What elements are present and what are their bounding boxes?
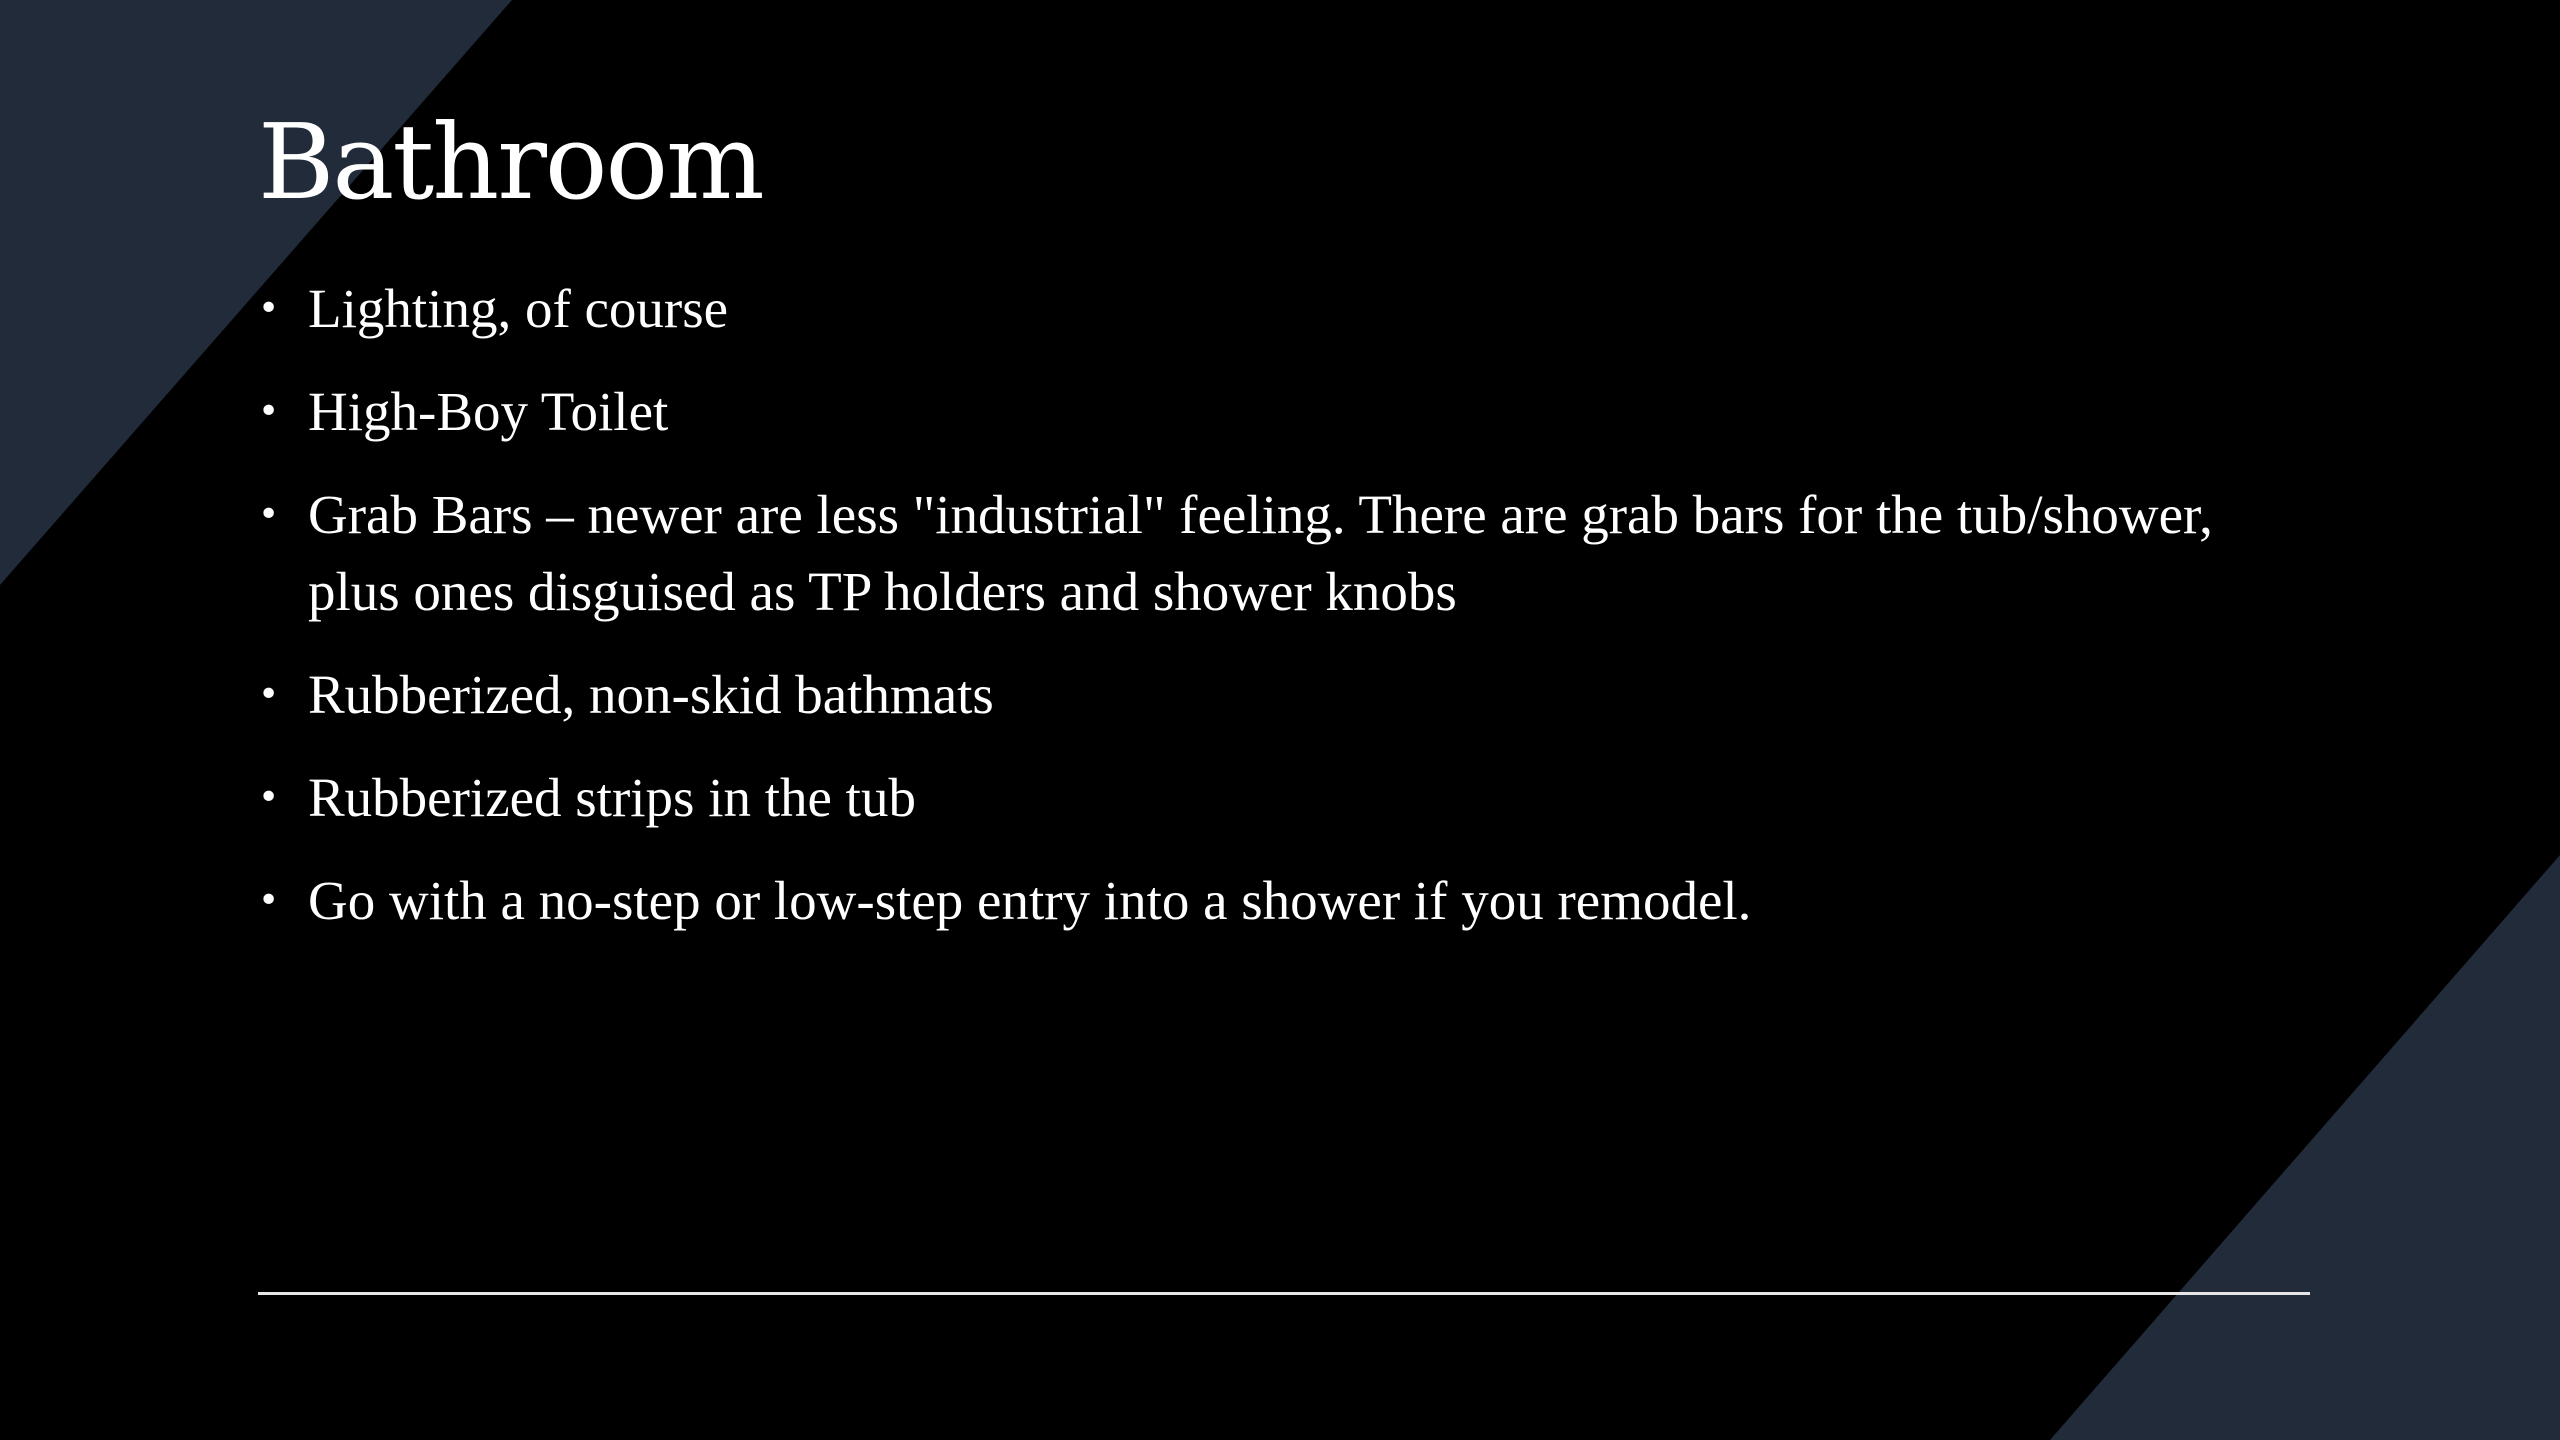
bullet-item bbox=[258, 476, 2318, 630]
bullet-item bbox=[258, 656, 2318, 733]
bullet-text: Rubberized, non-skid bathmats bbox=[308, 664, 994, 725]
bullet-item bbox=[258, 270, 2318, 347]
bullet-list bbox=[258, 270, 2318, 965]
bullet-text: Go with a no-step or low-step entry into a shower if you remodel. bbox=[308, 870, 1752, 931]
bullet-dot-icon: • bbox=[258, 391, 280, 432]
bullet-dot-icon: • bbox=[258, 288, 280, 329]
bullet-text: High-Boy Toilet bbox=[308, 381, 669, 442]
bullet-text: Rubberized strips in the tub bbox=[308, 767, 916, 828]
slide-title: Bathroom bbox=[258, 101, 763, 223]
bullet-dot-icon: • bbox=[258, 777, 280, 818]
bullet-item bbox=[258, 862, 2318, 939]
bullet-text: Lighting, of course bbox=[308, 278, 729, 339]
bullet-item bbox=[258, 373, 2318, 450]
footer-divider-line bbox=[258, 1292, 2310, 1295]
bullet-dot-icon: • bbox=[258, 674, 280, 715]
bullet-item bbox=[258, 759, 2318, 836]
bullet-text: Grab Bars – newer are less "industrial" feeling. There are grab bars for the tub/shower, plus ones disguised as TP holders and shower knobs bbox=[308, 484, 2213, 622]
bullet-dot-icon: • bbox=[258, 494, 280, 535]
bullet-dot-icon: • bbox=[258, 880, 280, 921]
